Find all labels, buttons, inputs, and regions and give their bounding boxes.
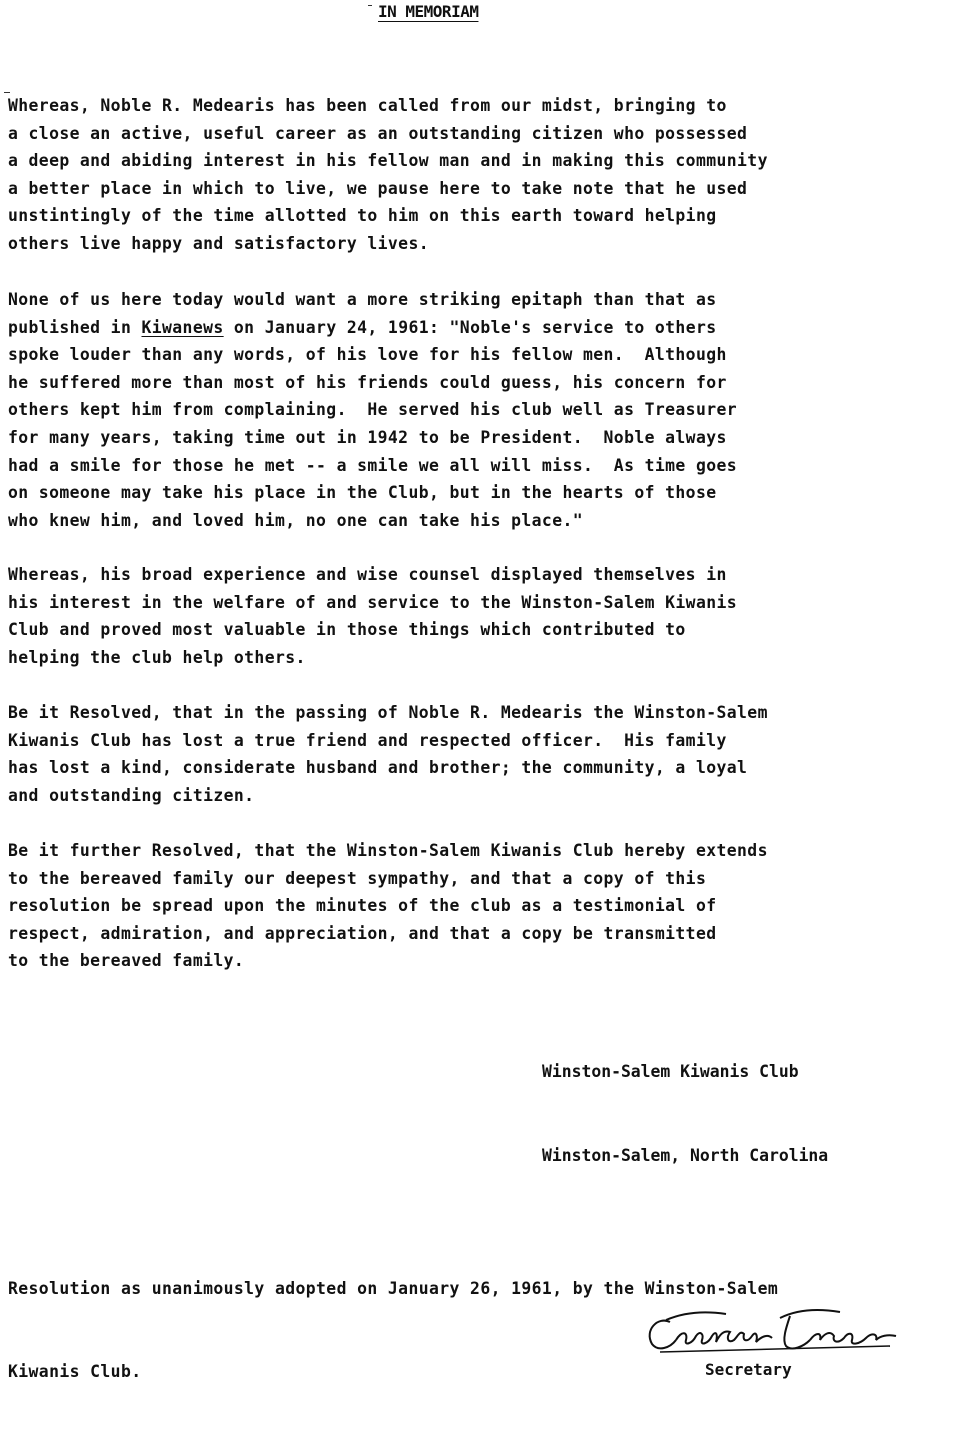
paragraph-line: he suffered more than most of his friends could guess, his concern for xyxy=(8,372,727,392)
paragraph-line: for many years, taking time out in 1942 to be President. Noble always xyxy=(8,427,727,447)
paragraph-line: on someone may take his place in the Club, but in the hearts of those xyxy=(8,483,717,503)
paragraph-line: Be it further Resolved, that the Winston-Salem Kiwanis Club hereby extends xyxy=(8,841,768,860)
paragraph-line: published in Kiwanews on January 24, 1961: "Noble's service to others xyxy=(8,317,717,337)
paragraph-line: resolution be spread upon the minutes of the club as a testimonial of xyxy=(8,896,717,916)
paragraph-line: None of us here today would want a more striking epitaph than that as xyxy=(8,290,717,309)
whereas-paragraph-1 xyxy=(8,92,768,258)
resolved-paragraph xyxy=(8,699,768,809)
adoption-note-line: Kiwanis Club. xyxy=(8,1361,142,1381)
paragraph-line: to the bereaved family. xyxy=(8,951,245,971)
paragraph-line: respect, admiration, and appreciation, and that a copy be transmitted xyxy=(8,923,717,943)
paragraph-line: others kept him from complaining. He served his club well as Treasurer xyxy=(8,400,738,420)
paragraph-line: helping the club help others. xyxy=(8,647,306,667)
organization-name: Winston-Salem Kiwanis Club xyxy=(542,1062,799,1081)
signer-title: Secretary xyxy=(705,1360,792,1379)
epitaph-paragraph xyxy=(8,286,737,534)
page-title: IN MEMORIAM xyxy=(378,2,479,21)
paragraph-line: had a smile for those he met -- a smile we all will miss. As time goes xyxy=(8,455,738,475)
paragraph-line: Be it Resolved, that in the passing of Noble R. Medearis the Winston-Salem xyxy=(8,703,768,722)
paragraph-line: unstintingly of the time allotted to him on this earth toward helping xyxy=(8,206,717,226)
paragraph-line: others live happy and satisfactory lives. xyxy=(8,233,429,253)
organization-block xyxy=(542,1002,828,1226)
paragraph-line: has lost a kind, considerate husband and brother; the community, a loyal xyxy=(8,758,748,778)
paragraph-line: spoke louder than any words, of his love for his fellow men. Although xyxy=(8,345,727,365)
paragraph-line: his interest in the welfare of and service to the Winston-Salem Kiwanis xyxy=(8,592,738,612)
paragraph-line: to the bereaved family our deepest sympathy, and that a copy of this xyxy=(8,868,707,888)
paragraph-line: a close an active, useful career as an outstanding citizen who possessed xyxy=(8,123,748,143)
paragraph-line: and outstanding citizen. xyxy=(8,785,255,805)
handwritten-signature xyxy=(640,1300,920,1364)
paragraph-line: a deep and abiding interest in his fellow man and in making this community xyxy=(8,151,768,171)
paragraph-line: Whereas, his broad experience and wise counsel displayed themselves in xyxy=(8,565,727,584)
paragraph-line: Kiwanis Club has lost a true friend and respected officer. His family xyxy=(8,730,727,750)
stray-mark xyxy=(368,5,372,6)
paragraph-line: Whereas, Noble R. Medearis has been called from our midst, bringing to xyxy=(8,96,727,115)
paragraph-line: Club and proved most valuable in those things which contributed to xyxy=(8,620,686,640)
whereas-paragraph-2 xyxy=(8,561,737,671)
paragraph-line: who knew him, and loved him, no one can take his place." xyxy=(8,510,584,530)
paragraph-line: a better place in which to live, we pause here to take note that he used xyxy=(8,178,748,198)
adoption-note-line: Resolution as unanimously adopted on January 26, 1961, by the Winston-Salem xyxy=(8,1279,779,1299)
publication-name: Kiwanews xyxy=(141,317,224,337)
further-resolved-paragraph xyxy=(8,837,768,975)
organization-location: Winston-Salem, North Carolina xyxy=(542,1146,829,1165)
